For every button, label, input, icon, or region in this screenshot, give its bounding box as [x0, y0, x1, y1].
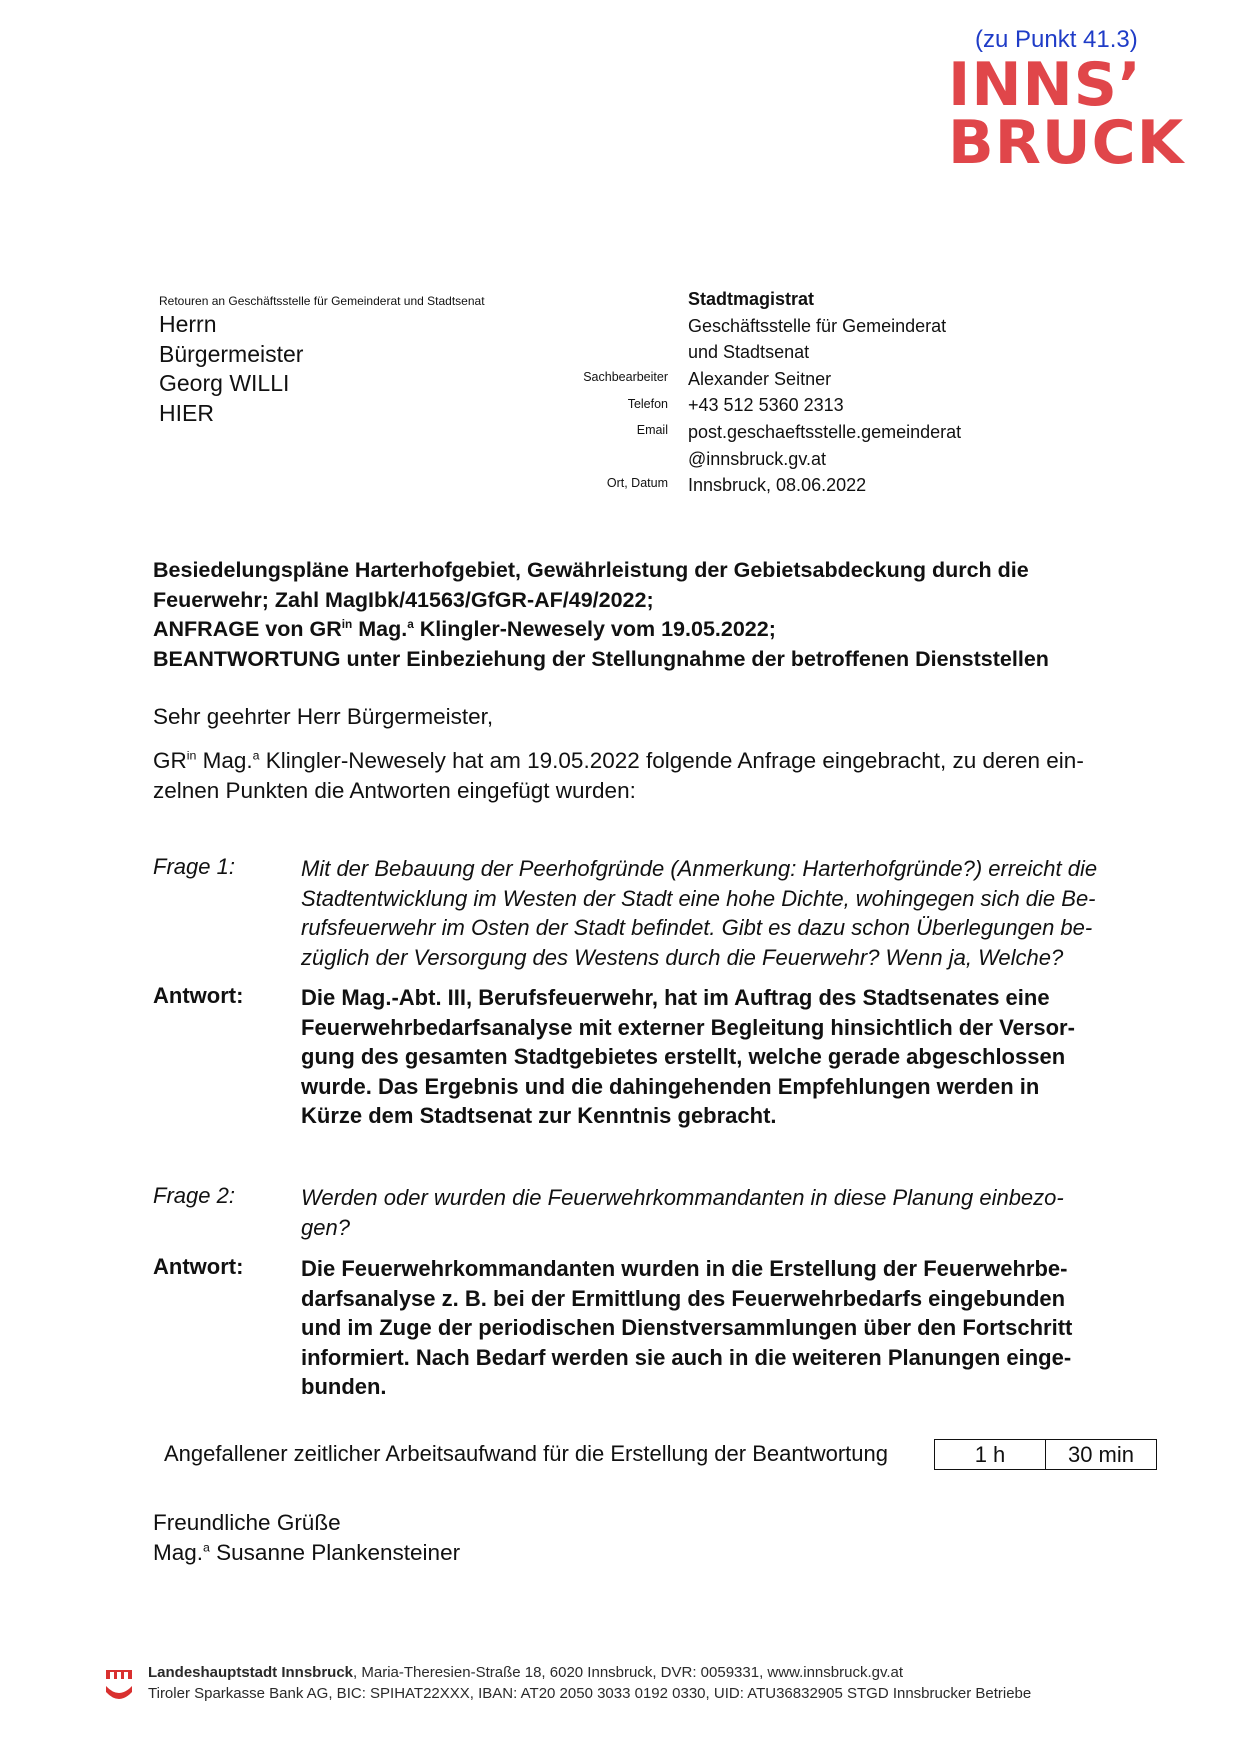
- sender-phone: +43 512 5360 2313: [688, 395, 844, 416]
- question-1-text: Mit der Bebauung der Peerhofgründe (Anmerkung: Harterhofgründe?) erreicht die Stadtentwicklung im Westen der Stadt eine hohe Dichte, wohingegen sich die Be- rufsfeuerwehr im Osten der Stadt befindet. Gibt es dazu schon Überlegungen be- züglich der Versorgung des Westens durch die Feuerwehr? Wenn ja, Welche?: [301, 856, 1098, 970]
- answer-2-label: Antwort:: [153, 1254, 244, 1279]
- intro-paragraph: [153, 746, 1133, 805]
- effort-hours: 1 h: [974, 1442, 1006, 1467]
- label-place-date: Ort, Datum: [606, 476, 668, 490]
- answer-1-text: Die Mag.-Abt. III, Berufsfeuerwehr, hat im Auftrag des Stadtsenates eine Feuerwehrbedarfsanalyse mit externer Begleitung hinsichtlich der Versor- gung des gesamten Stadtgebietes erstellt, welche gerade abgeschlossen wurde. Das Ergebnis und die dahingehenden Empfehlungen werden in Kürze dem Stadtsenat zur Kenntnis gebracht.: [301, 985, 1075, 1128]
- footer-line-1: Landeshauptstadt Innsbruck, Maria-Theresien-Straße 18, 6020 Innsbruck, DVR: 0059331, www.innsbruck.gv.at: [148, 1664, 904, 1681]
- subject-line: BEANTWORTUNG unter Einbeziehung der Stellungnahme der betroffenen Dienststellen: [153, 646, 1049, 671]
- agenda-note: (zu Punkt 41.3): [975, 26, 1138, 53]
- recipient-line: HIER: [159, 399, 214, 426]
- recipient-line: Bürgermeister: [159, 340, 304, 367]
- effort-table: [934, 1439, 1157, 1470]
- intro-line: zelnen Punkten die Antworten eingefügt wurden:: [153, 777, 636, 803]
- closing-greeting: Freundliche Grüße: [153, 1510, 341, 1535]
- question-1-label: Frage 1:: [153, 854, 235, 879]
- sender-office: und Stadtsenat: [688, 342, 810, 363]
- innsbruck-logo: [948, 50, 1185, 178]
- logo-line-2: BRUCK: [948, 108, 1185, 178]
- answer-2-text: Die Feuerwehrkommandanten wurden in die Erstellung der Feuerwehrbe- darfsanalyse z. B. bei der Ermittlung des Feuerwehrbedarfs eingebunden und im Zuge der periodischen Dienstversammlungen über den Fortschritt informiert. Nach Bedarf werden sie auch in die weiteren Planungen einge- bunden.: [301, 1256, 1073, 1399]
- recipient-line: Georg WILLI: [159, 370, 290, 396]
- sender-clerk: Alexander Seitner: [688, 368, 832, 389]
- footer: [104, 1662, 1031, 1704]
- question-2-label: Frage 2:: [153, 1183, 235, 1208]
- answer-1-label: Antwort:: [153, 983, 244, 1008]
- effort-minutes: 30 min: [1045, 1440, 1156, 1469]
- subject-heading: [153, 556, 1133, 674]
- question-2-text: Werden oder wurden die Feuerwehrkommandanten in diese Planung einbezo- gen?: [301, 1185, 1064, 1240]
- intro-line: $GR^{in}$ Mag.$^a$ Klingler-Newesely hat am 19.05.2022 folgende Anfrage eingebracht, zu deren ein-: [153, 748, 1084, 773]
- signer-name: Mag.$^a$ Susanne Plankensteiner: [153, 1539, 461, 1565]
- subject-line: Feuerwehr; Zahl MagIbk/41563/GfGR-AF/49/2022;: [153, 587, 654, 612]
- sender-office: Geschäftsstelle für Gemeinderat: [688, 315, 947, 336]
- recipient-line: Herrn: [159, 311, 217, 337]
- logo-line-1: INNS’: [948, 50, 1142, 120]
- return-address: Retouren an Geschäftsstelle für Gemeinderat und Stadtsenat: [159, 294, 485, 308]
- footer-line-2: Tiroler Sparkasse Bank AG, BIC: SPIHAT22XXX, IBAN: AT20 2050 3033 0192 0330, UID: ATU36832905 STGD Innsbrucker Betriebe: [148, 1685, 1032, 1702]
- subject-line: Besiedelungspläne Harterhofgebiet, Gewährleistung der Gebietsabdeckung durch die: [153, 558, 1029, 582]
- salutation: Sehr geehrter Herr Bürgermeister,: [153, 704, 494, 729]
- recipient-block: [159, 310, 303, 428]
- label-phone: Telefon: [627, 397, 668, 411]
- sender-email: @innsbruck.gv.at: [688, 448, 826, 469]
- sender-email: post.geschaeftsstelle.gemeinderat: [688, 421, 962, 442]
- label-email: Email: [636, 423, 668, 437]
- subject-line: ANFRAGE von $GR^{in}$ Mag.$^a$ Klingler-Newesely vom 19.05.2022;: [153, 616, 776, 641]
- label-clerk: Sachbearbeiter: [583, 370, 668, 384]
- sender-place-date: Innsbruck, 08.06.2022: [688, 475, 867, 496]
- sender-department: Stadtmagistrat: [688, 289, 815, 309]
- closing-block: [153, 1508, 460, 1567]
- effort-label: Angefallener zeitlicher Arbeitsaufwand für die Erstellung der Beantwortung: [164, 1441, 888, 1466]
- sender-block: [688, 286, 961, 499]
